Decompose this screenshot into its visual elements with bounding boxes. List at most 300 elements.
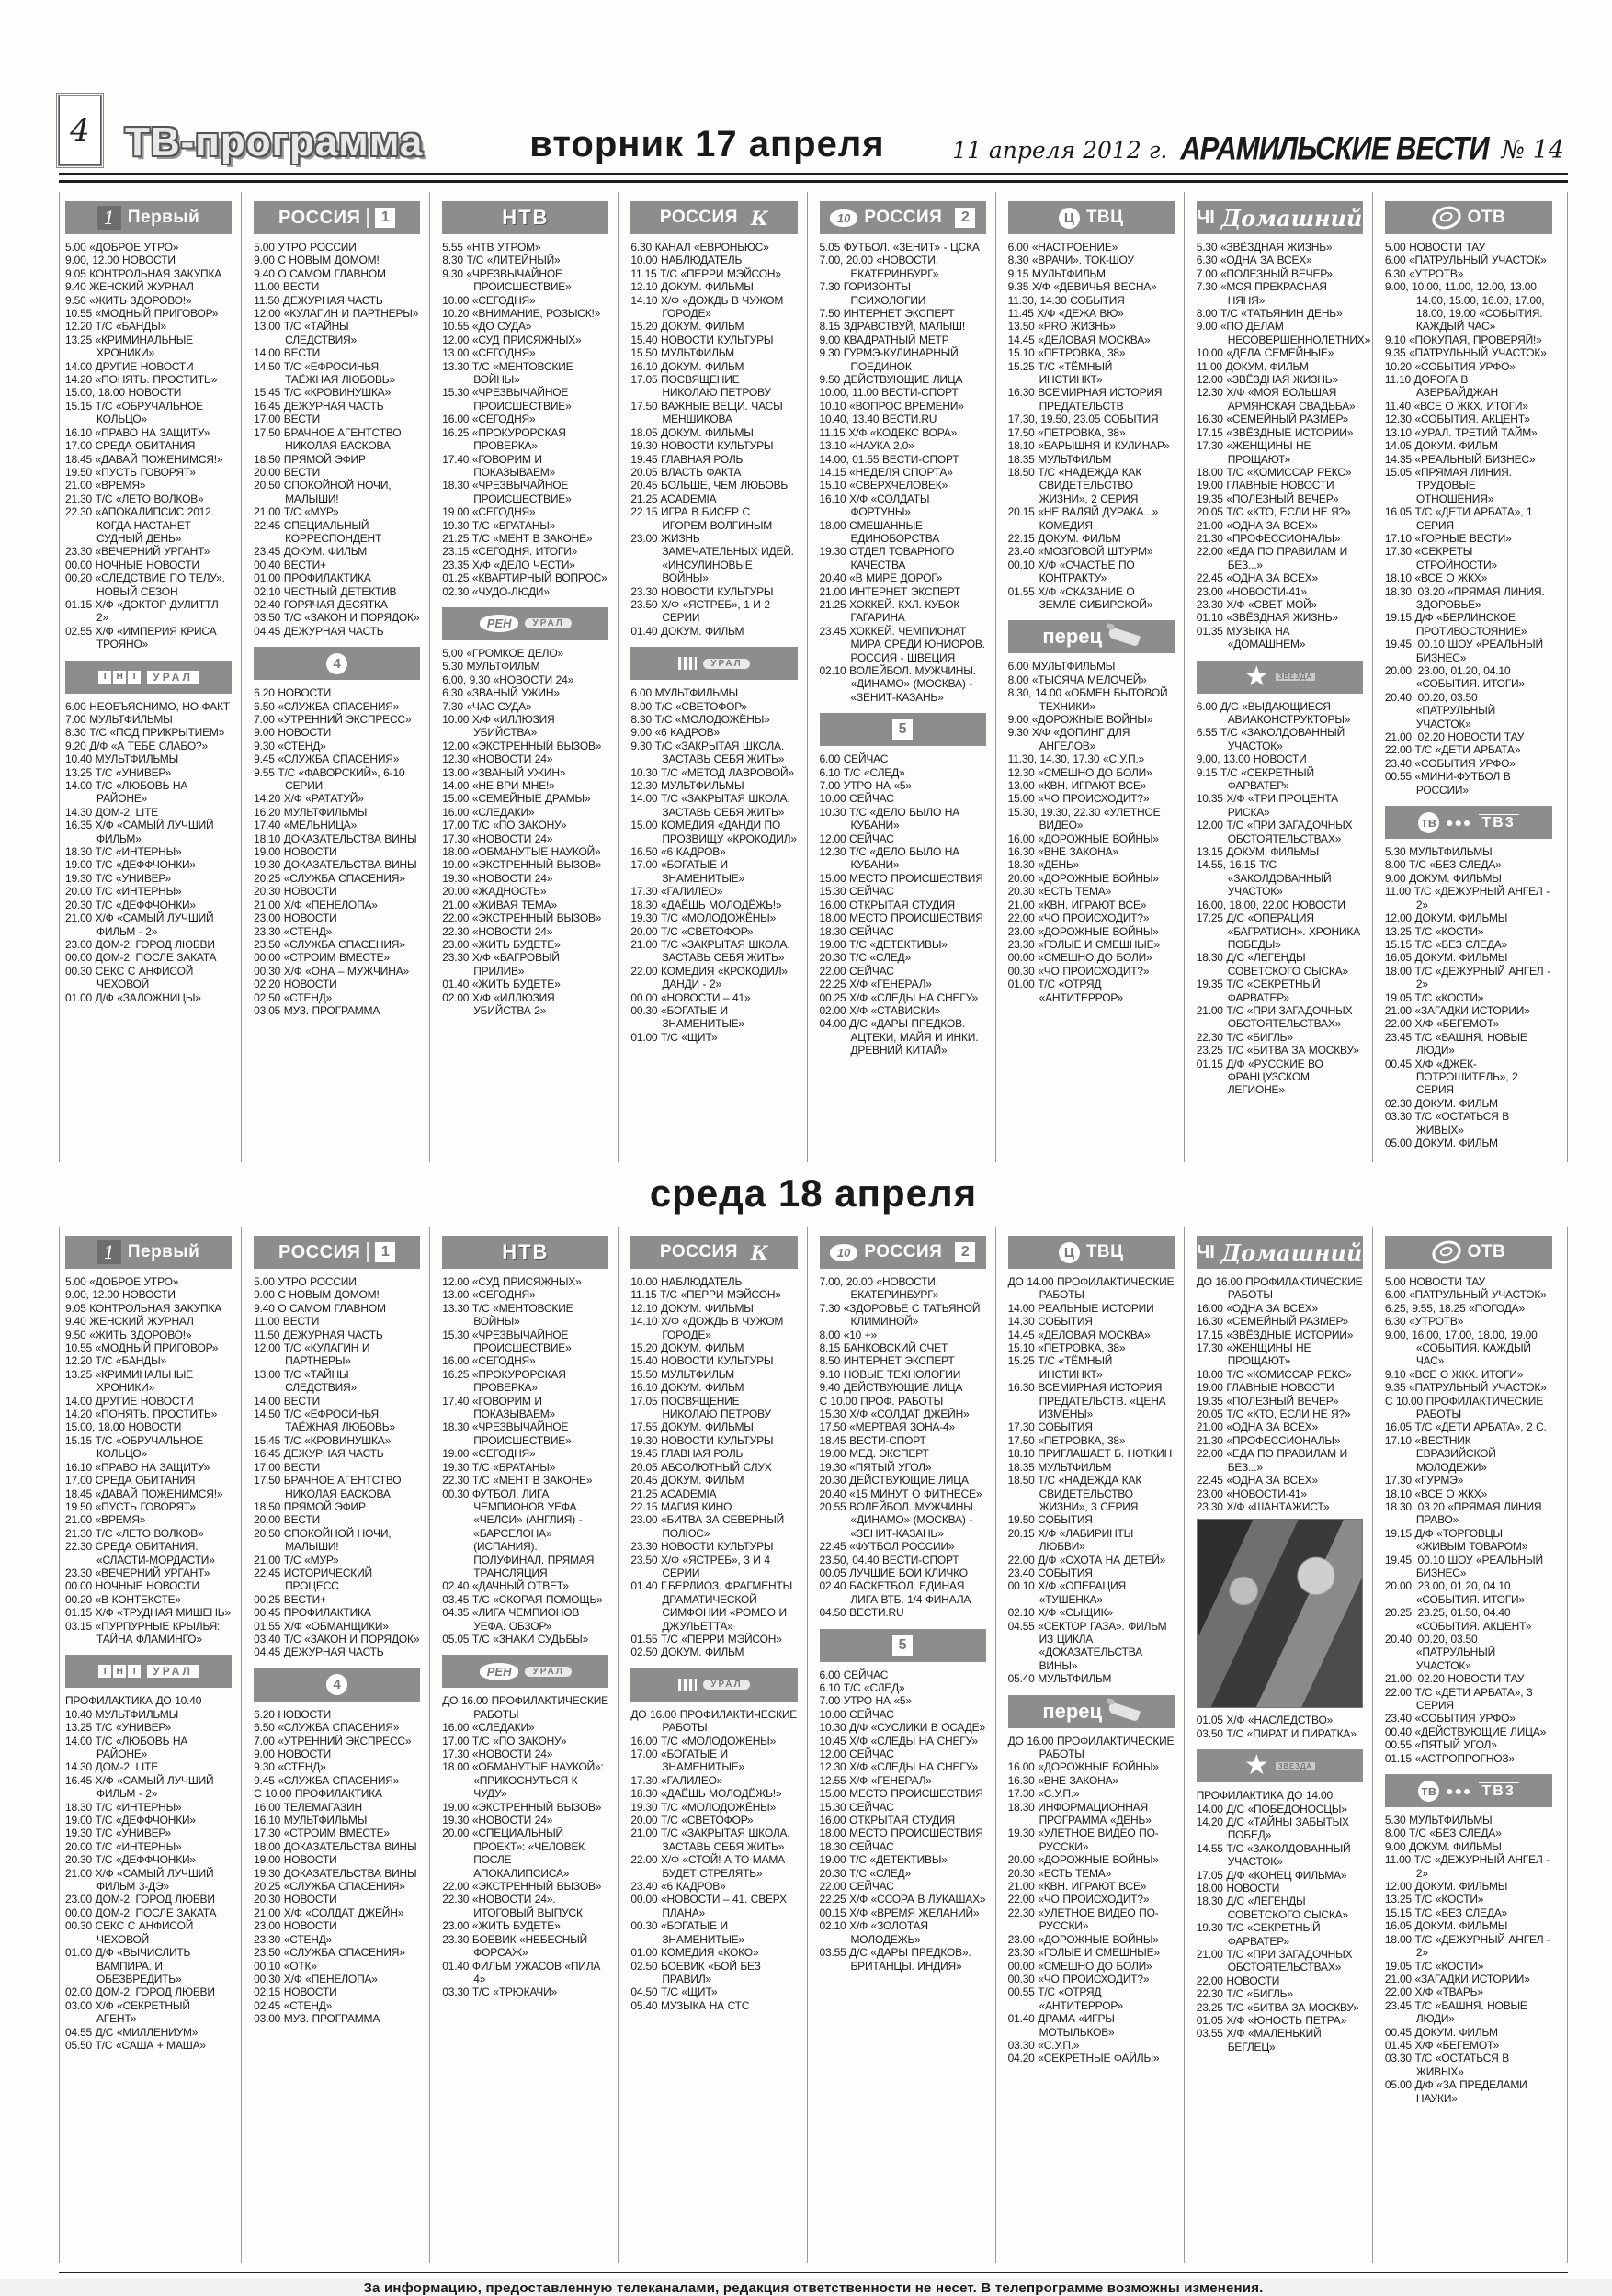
listing-line: 23.00 «БИТВА ЗА СЕВЕРНЫЙ ПОЛЮС» bbox=[630, 1513, 785, 1540]
listing-line: ДО 16.00 ПРОФИЛАКТИЧЕСКИЕ РАБОТЫ bbox=[442, 1694, 608, 1721]
listing-line: 20.00 Т/С «СВЕТОФОР» bbox=[630, 1814, 754, 1827]
listing-line: 16.35 Х/Ф «САМЫЙ ЛУЧШИЙ ФИЛЬМ» bbox=[65, 819, 214, 845]
listing-line: 23.25 Т/С «БИТВА ЗА МОСКВУ» bbox=[1196, 1044, 1359, 1058]
tv3-tv-icon: тв bbox=[1418, 1781, 1439, 1802]
listing-line: 23.40 «СОБЫТИЯ УРФО» bbox=[1384, 756, 1516, 770]
listing-line: 19.30 Т/С «СЕКРЕТНЫЙ ФАРВАТЕР» bbox=[1196, 1921, 1321, 1948]
listing-line: 00.25 ВЕСТИ+ bbox=[254, 1592, 326, 1606]
listing-line: 9.30 «СТЕНД» bbox=[254, 739, 326, 752]
listing-line: 02.30 «ЧУДО-ЛЮДИ» bbox=[442, 584, 550, 598]
listing-line: 16.10 Х/Ф «СОЛДАТЫ ФОРТУНЫ» bbox=[819, 492, 930, 519]
listing-line: 01.00 Т/С «ЩИТ» bbox=[630, 1030, 718, 1044]
listing-line: 21.00 Т/С «МУР» bbox=[254, 1553, 339, 1566]
listing-line: 20.00, 23.00, 01.20, 04.10 «СОБЫТИЯ. ИТОГИ» bbox=[1384, 664, 1525, 691]
listing-line: 7.30 «МОЯ ПРЕКРАСНАЯ НЯНЯ» bbox=[1196, 280, 1327, 307]
listing-line: 14.15 «НЕДЕЛЯ СПОРТА» bbox=[819, 465, 953, 479]
listing-line: 04.50 Т/С «ЩИТ» bbox=[630, 1985, 718, 1999]
listing-line: 12.20 Т/С «БАНДЫ» bbox=[65, 320, 167, 334]
listing-line: 04.55 Д/С «МИЛЛЕНИУМ» bbox=[65, 2025, 199, 2039]
listing-line: 17.05 ПОСВЯЩЕНИЕ НИКОЛАЮ ПЕТРОВУ bbox=[630, 373, 771, 400]
listing-line: 5.30 МУЛЬТФИЛЬМЫ bbox=[1384, 845, 1493, 859]
listing-line: 01.45 Х/Ф «БЕГЕМОТ» bbox=[1384, 2038, 1500, 2052]
listing-line: 16.45 Х/Ф «САМЫЙ ЛУЧШИЙ ФИЛЬМ - 2» bbox=[65, 1773, 214, 1801]
listing-line: 14.30 ДОМ-2. LITE bbox=[65, 1760, 159, 1774]
listing-line: 16.00 ТЕЛЕМАГАЗИН bbox=[254, 1800, 362, 1814]
listing-line: 00.45 ПРОФИЛАКТИКА bbox=[254, 1606, 371, 1620]
channel-name: УРАЛ bbox=[147, 1665, 199, 1678]
tnt-logo-icon: Т Н Т bbox=[98, 671, 141, 684]
listing-line: 00.00 «НОВОСТИ – 41» bbox=[630, 990, 751, 1004]
channel-name: ЗВЕЗДА bbox=[1276, 673, 1315, 681]
listing-line: 17.50 «МЕРТВАЯ ЗОНА-4» bbox=[819, 1420, 956, 1434]
listing-line: 13.00 «КВН. ИГРАЮТ ВСЕ» bbox=[1007, 779, 1147, 793]
listing-line: 15.25 Т/С «ТЁМНЫЙ ИНСТИНКТ» bbox=[1007, 1354, 1113, 1381]
listing-line: 23.30 «ГОЛЫЕ И СМЕШНЫЕ» bbox=[1007, 1946, 1160, 1960]
listing-line: 23.25 Т/С «БИТВА ЗА МОСКВУ» bbox=[1196, 2000, 1359, 2014]
channel-name: УРАЛ bbox=[703, 659, 749, 669]
listing-line: 9.40 ЖЕНСКИЙ ЖУРНАЛ bbox=[65, 280, 194, 294]
listing-line: 00.30 «ЧО ПРОИСХОДИТ?» bbox=[1007, 1972, 1150, 1985]
listing-line: 23.30 «СТЕНД» bbox=[254, 1932, 333, 1946]
listing-line: 19.00 Т/С «ДЕТЕКТИВЫ» bbox=[819, 1853, 948, 1867]
listing-line: 18.45 ВЕСТИ-СПОРТ bbox=[819, 1433, 926, 1447]
listing-line: 15.15 Т/С «БЕЗ СЛЕДА» bbox=[1384, 1906, 1508, 1919]
listing-line: 23.00 ДОМ-2. ГОРОД ЛЮБВИ bbox=[65, 1893, 215, 1906]
listing-line: 23.45 Т/С «БАШНЯ. НОВЫЕ ЛЮДИ» bbox=[1384, 1998, 1527, 2026]
listing-line: 16.45 ДЕЖУРНАЯ ЧАСТЬ bbox=[254, 399, 384, 413]
listing-line: 18.00 НОВОСТИ bbox=[1196, 1881, 1280, 1894]
listing-line: 15.10 «СВЕРХЧЕЛОВЕК» bbox=[819, 479, 948, 492]
ren-logo-icon: РЕН bbox=[480, 1663, 519, 1680]
listing-line: 14.00 Т/С «ЛЮБОВЬ НА РАЙОНЕ» bbox=[65, 779, 188, 806]
listing-line: 00.55 «ПЯТЫЙ УГОЛ» bbox=[1384, 1738, 1497, 1752]
listing-line: 18.45 «ДАВАЙ ПОЖЕНИМСЯ!» bbox=[65, 1487, 223, 1500]
listing-line: 02.40 «ДАЧНЫЙ ОТВЕТ» bbox=[442, 1579, 569, 1593]
listing-line: 9.50 «ЖИТЬ ЗДОРОВО!» bbox=[65, 1328, 192, 1341]
kanal5-logo-icon: 5 bbox=[892, 1635, 913, 1656]
listing-line: 22.00 Т/С «ДЕТИ АРБАТА» bbox=[1384, 743, 1521, 757]
listing-line: 18.30 СЕЙЧАС bbox=[819, 1839, 894, 1853]
listing-line: 17.30 «НОВОСТИ 24» bbox=[442, 1747, 553, 1760]
listing-line: 19.30 «НОВОСТИ 24» bbox=[442, 871, 553, 885]
listing-line: 22.00 «ЕДА ПО ПРАВИЛАМ И БЕЗ...» bbox=[1196, 545, 1348, 571]
listing-line: 18.00 СМЕШАННЫЕ ЕДИНОБОРСТВА bbox=[819, 518, 940, 545]
listing-line: 9.00 ДОКУМ. ФИЛЬМЫ bbox=[1384, 871, 1502, 885]
listing-line: 22.00 «ЧО ПРОИСХОДИТ?» bbox=[1007, 1893, 1150, 1906]
listing-line: 00.00 «НОВОСТИ – 41. СВЕРХ ПЛАНА» bbox=[630, 1893, 787, 1919]
listing-line: 05.00 ДОКУМ. ФИЛЬМ bbox=[1384, 1137, 1498, 1149]
listing-line: 5.00 УТРО РОССИИ bbox=[254, 1275, 357, 1288]
listing-line: 16.20 МУЛЬТФИЛЬМЫ bbox=[254, 805, 368, 819]
listing-line: 01.15 «АСТРОПРОГНОЗ» bbox=[1384, 1751, 1515, 1765]
listing-line: 17.50 БРАЧНОЕ АГЕНТСТВО НИКОЛАЯ БАСКОВА bbox=[254, 425, 402, 453]
listing-line: 11.30, 14.30, 17.30 «С.У.П.» bbox=[1007, 752, 1145, 766]
channel-header-domashniy bbox=[1197, 201, 1363, 234]
listing-line: 23.40 «МОЗГОВОЙ ШТУРМ» bbox=[1007, 545, 1153, 559]
channel-column bbox=[630, 192, 807, 1162]
listing-line: 9.40 О САМОМ ГЛАВНОМ bbox=[254, 1301, 386, 1315]
listing-line: 22.45 ИСТОРИЧЕСКИЙ ПРОЦЕСС bbox=[254, 1566, 372, 1593]
listing-line: 17.40 «ГОВОРИМ И ПОКАЗЫВАЕМ» bbox=[442, 1394, 556, 1421]
listing-line: 23.00 «ЖИТЬ БУДЕТЕ» bbox=[442, 937, 561, 951]
listing-line: 23.30 БОЕВИК «НЕБЕСНЫЙ ФОРСАЖ» bbox=[442, 1932, 588, 1960]
listing-line: 23.30 Х/Ф «БАГРОВЫЙ ПРИЛИВ» bbox=[442, 951, 560, 978]
listing-line: 18.10 ПРИГЛАШАЕТ Б. НОТКИН bbox=[1007, 1447, 1173, 1461]
listing-line: 02.30 ДОКУМ. ФИЛЬМ bbox=[1384, 1096, 1498, 1110]
listing-line: 18.30 Т/С «ИНТЕРНЫ» bbox=[65, 845, 182, 859]
listing-line: 5.00 «ГРОМКОЕ ДЕЛО» bbox=[442, 646, 563, 660]
listing-line: 16.30 «ВНЕ ЗАКОНА» bbox=[1007, 1773, 1118, 1787]
listing-line: 01.00 КОМЕДИЯ «КОКО» bbox=[630, 1946, 759, 1960]
listing-line: 10.00 НАБЛЮДАТЕЛЬ bbox=[630, 254, 743, 267]
listing-line: 19.00 НОВОСТИ bbox=[254, 845, 337, 859]
channel-column bbox=[820, 192, 996, 1162]
domashniy-41-logo-icon: ЧІ bbox=[1197, 207, 1215, 228]
listing-line: 9.00 «ПО ДЕЛАМ НЕСОВЕРШЕННОЛЕТНИХ» bbox=[1196, 320, 1371, 346]
listing-line: 03.00 МУЗ. ПРОГРАММА bbox=[254, 2012, 380, 2026]
listing-line: 9.30 «СТЕНД» bbox=[254, 1760, 326, 1774]
listing-line: 20.30 Т/С «СЛЕД» bbox=[819, 1866, 911, 1880]
listing-line: 14.00 Д/С «ПОБЕДОНОСЦЫ» bbox=[1196, 1802, 1347, 1815]
channel-column bbox=[820, 1227, 996, 2263]
listing-line: 11.00 Т/С «ДЕЖУРНЫЙ АНГЕЛ - 2» bbox=[1384, 885, 1550, 911]
listing-line: 22.30 «АПОКАЛИПСИС 2012. КОГДА НАСТАНЕТ СУДНЫЙ ДЕНЬ» bbox=[65, 505, 214, 545]
listing-line: 23.50 «СЛУЖБА СПАСЕНИЯ» bbox=[254, 1946, 405, 1960]
listing-line: 22.00 НОВОСТИ bbox=[1196, 1974, 1280, 1987]
listing-line: 18.30 «ДАЁШЬ МОЛОДЁЖЬ!» bbox=[630, 1787, 782, 1801]
listing-line: 10.40, 13.40 ВЕСТИ.RU bbox=[819, 413, 937, 426]
listing-line: 01.15 Х/Ф «ДОКТОР ДУЛИТТЛ 2» bbox=[65, 597, 219, 625]
channel-header-otv bbox=[1385, 201, 1552, 234]
listing-line: 12.00 «ЗВЁЗДНАЯ ЖИЗНЬ» bbox=[1196, 373, 1338, 387]
listing-line: 8.30 «ВРАЧИ». ТОК-ШОУ bbox=[1007, 254, 1134, 267]
listing-line: 17.00 «БОГАТЫЕ И ЗНАМЕНИТЫЕ» bbox=[630, 1747, 745, 1774]
listing-line: 9.00 НОВОСТИ bbox=[254, 726, 332, 740]
listing-line: 7.30 «ЗДОРОВЬЕ С ТАТЬЯНОЙ КЛИМИНОЙ» bbox=[819, 1301, 981, 1329]
listing-line: 16.00 «СЕГОДНЯ» bbox=[442, 1354, 536, 1368]
listing-line: 16.00 Т/С «МОЛОДОЖЁНЫ» bbox=[630, 1734, 777, 1747]
listing-line: 11.15 Т/С «ПЕРРИ МЭЙСОН» bbox=[630, 1288, 781, 1302]
listing-line: 10.00 «ДЕЛА СЕМЕЙНЫЕ» bbox=[1196, 346, 1334, 360]
listing-line: 16.00 «ДОРОЖНЫЕ ВОЙНЫ» bbox=[1007, 831, 1159, 845]
listing-line: 14.10 Х/Ф «ДОЖДЬ В ЧУЖОМ ГОРОДЕ» bbox=[630, 293, 784, 321]
channel-name: ТВ3 bbox=[1479, 814, 1519, 831]
ntv-logo-icon: НТВ bbox=[502, 206, 550, 229]
listing-line: 15.00 МЕСТО ПРОИСШЕСТВИЯ bbox=[819, 1787, 983, 1801]
listing-line: 22.00 СЕЙЧАС bbox=[819, 964, 894, 978]
listing-line: 00.30 «ЧО ПРОИСХОДИТ?» bbox=[1007, 964, 1150, 978]
listing-line: 16.05 Т/С «ДЕТИ АРБАТА», 1 СЕРИЯ bbox=[1384, 505, 1533, 532]
listing-line: 6.00, 9.30 «НОВОСТИ 24» bbox=[442, 673, 574, 686]
listing-line: 21.00 Х/Ф «САМЫЙ ЛУЧШИЙ ФИЛЬМ 3-ДЭ» bbox=[65, 1866, 214, 1894]
listing-line: 9.00 НОВОСТИ bbox=[254, 1747, 332, 1760]
listing-line: 16.30 ВСЕМИРНАЯ ИСТОРИЯ ПРЕДАТЕЛЬСТВ. «ЦЕНА ИЗМЕНЫ» bbox=[1007, 1381, 1166, 1421]
listing-line: 19.00 Т/С «ДЕТЕКТИВЫ» bbox=[819, 937, 948, 951]
listing-line: 6.30 «УТРОТВ» bbox=[1384, 266, 1464, 280]
listing-line: 15.05 «ПРЯМАЯ ЛИНИЯ. ТРУДОВЫЕ ОТНОШЕНИЯ» bbox=[1384, 465, 1512, 505]
listing-line: 16.30 «СЕМЕЙНЫЙ РАЗМЕР» bbox=[1196, 1315, 1349, 1329]
listing-line: 00.00 «СТРОИМ ВМЕСТЕ» bbox=[254, 951, 390, 965]
listing-line: 16.05 ДОКУМ. ФИЛЬМЫ bbox=[1384, 1919, 1508, 1933]
listing-line: 19.30 Т/С «МОЛОДОЖЁНЫ» bbox=[630, 1800, 777, 1814]
listing-line: 23.00 «ДОРОЖНЫЕ ВОЙНЫ» bbox=[1007, 924, 1159, 938]
channel-header-rossiya bbox=[254, 1236, 420, 1269]
listing-line: 20.05 ВЛАСТЬ ФАКТА bbox=[630, 465, 742, 479]
rossiya1-logo-icon: 1 bbox=[375, 208, 395, 228]
listing-line: 9.30 Х/Ф «ДОПИНГ ДЛЯ АНГЕЛОВ» bbox=[1007, 726, 1130, 752]
listing-line: 10.55 «МОДНЫЙ ПРИГОВОР» bbox=[65, 307, 219, 321]
listing-line: 18.00 ДОКАЗАТЕЛЬСТВА ВИНЫ bbox=[254, 1839, 417, 1853]
listing-line: 02.40 БАСКЕТБОЛ. ЕДИНАЯ ЛИГА ВТБ. 1/4 ФИНАЛА bbox=[819, 1579, 971, 1606]
listing-line: 20.00 «ЖАДНОСТЬ» bbox=[442, 885, 547, 899]
listing-line: 12.55 Х/Ф «ГЕНЕРАЛ» bbox=[819, 1773, 932, 1787]
listing-line: 02.00 ДОМ-2. ГОРОД ЛЮБВИ bbox=[65, 1985, 215, 1999]
listing-line: 19.45 ГЛАВНАЯ РОЛЬ bbox=[630, 1447, 744, 1461]
listing-line: 21.25 ХОККЕЙ. КХЛ. КУБОК ГАГАРИНА bbox=[819, 597, 960, 625]
listing-line: 22.00 «ЧО ПРОИСХОДИТ?» bbox=[1007, 911, 1150, 925]
listing-line: 7.00 «ПОЛЕЗНЫЙ ВЕЧЕР» bbox=[1196, 266, 1333, 280]
listing-line: 20.30 Т/С «ДЕФФЧОНКИ» bbox=[65, 898, 196, 911]
listing-line: С 10.00 ПРОФ. РАБОТЫ bbox=[819, 1394, 944, 1408]
listing-line: 15.20 ДОКУМ. ФИЛЬМ bbox=[630, 1341, 744, 1355]
listing-line: 9.30 ГУРМЭ-КУЛИНАРНЫЙ ПОЕДИНОК bbox=[819, 346, 959, 373]
listing-line: 6.20 НОВОСТИ bbox=[254, 1707, 332, 1721]
listing-line: 19.00 «СЕГОДНЯ» bbox=[442, 505, 536, 519]
listing-line: 14.45 «ДЕЛОВАЯ МОСКВА» bbox=[1007, 333, 1151, 346]
listing-line: 18.00 Т/С «ДЕЖУРНЫЙ АНГЕЛ - 2» bbox=[1384, 964, 1550, 991]
listing-line: 17.00 СРЕДА ОБИТАНИЯ bbox=[65, 1474, 196, 1487]
listing-line: 10.00 НАБЛЮДАТЕЛЬ bbox=[630, 1275, 743, 1288]
channel-name: РОССИЯ bbox=[659, 1242, 738, 1261]
footer-disclaimer: За информацию, предоставленную телеканалами, редакция ответственности не несет. В телепрограмме возможны изменения. bbox=[363, 2280, 1264, 2296]
listing-line: 17.30 «С.У.П.» bbox=[1007, 1787, 1080, 1801]
listing-line: 17.10 «ГОРНЫЕ ВЕСТИ» bbox=[1384, 531, 1512, 545]
listing-line: 00.30 СЕКС С АНФИСОЙ ЧЕХОВОЙ bbox=[65, 964, 194, 991]
listing-line: 14.30 ДОМ-2. LITE bbox=[65, 805, 159, 819]
listing-line: 01.05 Х/Ф «НАСЛЕДСТВО» bbox=[1196, 1714, 1334, 1727]
listing-line: 23.50 Х/Ф «ЯСТРЕБ», 3 И 4 СЕРИИ bbox=[630, 1553, 770, 1579]
channel-column bbox=[65, 1227, 242, 2263]
listing-line: 9.45 «СЛУЖБА СПАСЕНИЯ» bbox=[254, 752, 400, 766]
listing-line: 21.00 Т/С «ПРИ ЗАГАДОЧНЫХ ОБСТОЯТЕЛЬСТВАХ» bbox=[1196, 1948, 1353, 1974]
listing-line: 17.25 Д/С «ОПЕРАЦИЯ «БАГРАТИОН». ХРОНИКА ПОБЕДЫ» bbox=[1196, 911, 1360, 951]
listing-line: 03.45 Т/С «СКОРАЯ ПОМОЩЬ» bbox=[442, 1592, 603, 1606]
listing-line: 22.00 «ЭКСТРЕННЫЙ ВЫЗОВ» bbox=[442, 1880, 602, 1894]
listing-line: 20.00 «ДОРОЖНЫЕ ВОЙНЫ» bbox=[1007, 871, 1159, 885]
listing-line: 20.30 Т/С «ДЕФФЧОНКИ» bbox=[65, 1853, 196, 1867]
listing-line: 10.30 Д/Ф «СУСЛИКИ В ОСАДЕ» bbox=[819, 1721, 985, 1735]
listing-line: 18.10 «ВСЕ О ЖКХ» bbox=[1384, 1487, 1488, 1500]
listing-line: 20.05 Т/С «КТО, ЕСЛИ НЕ Я?» bbox=[1196, 1408, 1351, 1421]
channel-name: РОССИЯ bbox=[278, 1241, 361, 1262]
listing-line: 14.00, 01.55 ВЕСТИ-СПОРТ bbox=[819, 452, 959, 466]
listing-line: 04.20 «СЕКРЕТНЫЕ ФАЙЛЫ» bbox=[1007, 2052, 1160, 2065]
listing-line: 01.55 Х/Ф «СКАЗАНИЕ О ЗЕМЛЕ СИБИРСКОЙ» bbox=[1007, 584, 1153, 611]
listing-line: 7.00 УТРО НА «5» bbox=[819, 1694, 912, 1708]
listing-line: 17.30 «СТРОИМ ВМЕСТЕ» bbox=[254, 1827, 390, 1840]
listing-line: 20.30 НОВОСТИ bbox=[254, 1893, 337, 1906]
listing-line: 01.40 ФИЛЬМ УЖАСОВ «ПИЛА 4» bbox=[442, 1959, 601, 1985]
listing-line: 19.30 Т/С «МОЛОДОЖЁНЫ» bbox=[630, 911, 777, 925]
listing-line: 20.25, 23.25, 01.50, 04.40 «СОБЫТИЯ. АКЦЕНТ» bbox=[1384, 1606, 1532, 1633]
listing-line: 00.00 НОЧНЫЕ НОВОСТИ bbox=[65, 1579, 199, 1593]
listing-line: 5.30 МУЛЬТФИЛЬМЫ bbox=[1384, 1814, 1493, 1827]
listing-line: 17.55 ДОКУМ. ФИЛЬМЫ bbox=[630, 1420, 754, 1434]
listing-line: 16.30 ВСЕМИРНАЯ ИСТОРИЯ ПРЕДАТЕЛЬСТВ bbox=[1007, 386, 1163, 413]
listing-line: 18.00 «ОБМАНУТЫЕ НАУКОЙ» bbox=[442, 845, 601, 859]
rossiya2-logo-icon: 2 bbox=[955, 208, 975, 228]
listing-line: 01.40 Г.БЕРЛИОЗ. ФРАГМЕНТЫ ДРАМАТИЧЕСКОЙ СИМФОНИИ «РОМЕО И ДЖУЛЬЕТТА» bbox=[630, 1579, 793, 1633]
channel-header-ural bbox=[630, 1668, 797, 1702]
listing-line: 02.55 Х/Ф «ИМПЕРИЯ КРИСА ТРОЯНО» bbox=[65, 624, 217, 651]
channel-header-pervy bbox=[65, 201, 232, 234]
listing-line: 6.10 Т/С «СЛЕД» bbox=[819, 1680, 905, 1694]
listing-line: 22.45 СПЕЦИАЛЬНЫЙ КОРРЕСПОНДЕНТ bbox=[254, 518, 382, 545]
listing-line: 01.00 Д/Ф «ЗАЛОЖНИЦЫ» bbox=[65, 990, 201, 1004]
listing-line: 13.25 Т/С «КОСТИ» bbox=[1384, 924, 1484, 938]
listing-line: 18.30 Д/С «ЛЕГЕНДЫ СОВЕТСКОГО СЫСКА» bbox=[1196, 951, 1348, 978]
listing-line: 8.00 Т/С «БЕЗ СЛЕДА» bbox=[1384, 1827, 1502, 1840]
listing-line: 8.50 ИНТЕРНЕТ ЭКСПЕРТ bbox=[819, 1354, 955, 1368]
listing-line: 6.00 «ПАТРУЛЬНЫЙ УЧАСТОК» bbox=[1384, 254, 1547, 267]
listing-line: 22.00 Д/Ф «ОХОТА НА ДЕТЕЙ» bbox=[1007, 1553, 1166, 1566]
listing-line: 15.30 Х/Ф «СОЛДАТ ДЖЕЙН» bbox=[819, 1408, 970, 1421]
listing-line: 14.00 Т/С «ЗАКРЫТАЯ ШКОЛА. ЗАСТАВЬ СЕБЯ ЖИТЬ» bbox=[630, 792, 790, 819]
listing-line: 10.00 «СЕГОДНЯ» bbox=[442, 293, 536, 307]
listing-line: 11.00 ВЕСТИ bbox=[254, 1315, 320, 1329]
listing-line: 18.30, 03.20 «ПРЯМАЯ ЛИНИЯ. ПРАВО» bbox=[1384, 1499, 1545, 1527]
listing-line: 6.55 Т/С «ЗАКОЛДОВАННЫЙ УЧАСТОК» bbox=[1196, 726, 1345, 752]
rossiya2-logo-icon: 2 bbox=[955, 1242, 975, 1262]
listing-line: 02.00 Х/Ф «ИЛЛЮЗИЯ УБИЙСТВА 2» bbox=[442, 990, 555, 1017]
listing-line: 17.40 «ГОВОРИМ И ПОКАЗЫВАЕМ» bbox=[442, 452, 556, 479]
channel-name: ТВЦ bbox=[1085, 208, 1124, 227]
listing-line: 10.10 «ВОПРОС ВРЕМЕНИ» bbox=[819, 399, 964, 413]
listing-line: 03.40 Т/С «ЗАКОН И ПОРЯДОК» bbox=[254, 1632, 420, 1646]
channel-header-rossiya bbox=[254, 201, 420, 234]
listing-line: 9.00, 13.00 НОВОСТИ bbox=[1196, 752, 1307, 766]
listing-line: 14.55, 16.15 Т/С «ЗАКОЛДОВАННЫЙ УЧАСТОК» bbox=[1196, 858, 1332, 899]
listing-line: 15.40 НОВОСТИ КУЛЬТУРЫ bbox=[630, 1354, 774, 1368]
zvezda-star-icon: ★ bbox=[1243, 1750, 1269, 1781]
listing-line: 12.00 ДОКУМ. ФИЛЬМЫ bbox=[1384, 911, 1508, 925]
channel-name: УРАЛ bbox=[525, 618, 571, 628]
listing-line: 22.45 «ФУТБОЛ РОССИИ» bbox=[819, 1540, 955, 1554]
channel-name: Первый bbox=[127, 1242, 200, 1261]
channel-header-ren bbox=[442, 607, 608, 640]
listing-line: 19.00 ГЛАВНЫЕ НОВОСТИ bbox=[1196, 1381, 1334, 1395]
listing-line: 18.35 МУЛЬТФИЛЬМ bbox=[1007, 452, 1112, 466]
listing-line: 16.05 ДОКУМ. ФИЛЬМЫ bbox=[1384, 951, 1508, 965]
listing-line: 20.00 Т/С «ИНТЕРНЫ» bbox=[65, 1839, 182, 1853]
listing-line: 9.00, 10.00, 11.00, 12.00, 13.00, 14.00, 15.00, 16.00, 17.00, 18.00, 19.00 «СОБЫТИЯ. КАЖДЫЙ ЧАС» bbox=[1384, 280, 1545, 334]
page-number: 4 bbox=[59, 96, 101, 165]
listing-line: 20.05 Т/С «КТО, ЕСЛИ НЕ Я?» bbox=[1196, 505, 1351, 519]
listing-line: 9.00, 12.00 НОВОСТИ bbox=[65, 1288, 176, 1302]
listing-line: 20.25 «СЛУЖБА СПАСЕНИЯ» bbox=[254, 1880, 405, 1894]
listing-line: 9.00 ДОКУМ. ФИЛЬМЫ bbox=[1384, 1839, 1502, 1853]
listing-line: 00.40 «ДЕЙСТВУЮЩИЕ ЛИЦА» bbox=[1384, 1725, 1547, 1738]
listing-line: 16.25 «ПРОКУРОРСКАЯ ПРОВЕРКА» bbox=[442, 1367, 566, 1395]
listing-line: 15.50 МУЛЬТФИЛЬМ bbox=[630, 1367, 734, 1381]
listing-line: 5.30 «ЗВЁЗДНАЯ ЖИЗНЬ» bbox=[1196, 241, 1333, 254]
listing-line: 02.10 Х/Ф «ЗОЛОТАЯ МОЛОДЕЖЬ» bbox=[819, 1919, 928, 1946]
listing-line: 21.30 Т/С «ЛЕТО ВОЛКОВ» bbox=[65, 1526, 204, 1540]
channel-name: Домашний bbox=[1220, 204, 1363, 232]
listing-line: 00.30 «БОГАТЫЕ И ЗНАМЕНИТЫЕ» bbox=[630, 1919, 745, 1946]
listing-line: 19.30 ДОКАЗАТЕЛЬСТВА ВИНЫ bbox=[254, 1866, 417, 1880]
listing-line: 21.00 «КВН. ИГРАЮТ ВСЕ» bbox=[1007, 898, 1147, 911]
listing-line: 17.15 «ЗВЁЗДНЫЕ ИСТОРИИ» bbox=[1196, 1328, 1354, 1341]
channel-column bbox=[442, 1227, 619, 2263]
listing-line: 19.50 «ПУСТЬ ГОВОРЯТ» bbox=[65, 465, 196, 479]
listing-line: 7.00 «УТРЕННИЙ ЭКСПРЕСС» bbox=[254, 713, 412, 726]
listing-line: 8.00 «ТЫСЯЧА МЕЛОЧЕЙ» bbox=[1007, 673, 1147, 686]
rossiyak-logo-icon: К bbox=[750, 206, 768, 230]
listing-line: 14.30 СОБЫТИЯ bbox=[1007, 1315, 1093, 1329]
listing-line: 19.45, 00.10 ШОУ «РЕАЛЬНЫЙ БИЗНЕС» bbox=[1384, 1553, 1543, 1579]
channel-column bbox=[442, 192, 619, 1162]
listing-line: 16.30 «ВНЕ ЗАКОНА» bbox=[1007, 845, 1118, 859]
listing-line: 14.00 ДРУГИЕ НОВОСТИ bbox=[65, 1394, 194, 1408]
listing-line: 14.20 «ПОНЯТЬ. ПРОСТИТЬ» bbox=[65, 1408, 218, 1421]
listing-line: 13.25 «КРИМИНАЛЬНЫЕ ХРОНИКИ» bbox=[65, 1367, 193, 1395]
listing-line: 10.35 Х/Ф «ТРИ ПРОЦЕНТА РИСКА» bbox=[1196, 792, 1338, 819]
listing-line: 20.30 Т/С «СЛЕД» bbox=[819, 951, 911, 965]
listing-line: 10.45 Х/Ф «СЛЕДЫ НА СНЕГУ» bbox=[819, 1734, 978, 1747]
listing-line: 04.00 Д/С «ДАРЫ ПРЕДКОВ. АЦТЕКИ, МАЙЯ И ИНКИ. ДРЕВНИЙ КИТАЙ» bbox=[819, 1017, 979, 1058]
listing-line: 13.30 Т/С «МЕНТОВСКИЕ ВОЙНЫ» bbox=[442, 1301, 573, 1329]
listing-line: 01.00 ПРОФИЛАКТИКА bbox=[254, 571, 371, 585]
listing-line: 00.00 «СМЕШНО ДО БОЛИ» bbox=[1007, 1959, 1152, 1973]
listing-line: 15.30 «ЧРЕЗВЫЧАЙНОЕ ПРОИСШЕСТВИЕ» bbox=[442, 1328, 572, 1355]
channel-header-rossiya2 bbox=[820, 201, 986, 234]
listing-line: 16.50 «6 КАДРОВ» bbox=[630, 845, 726, 859]
listing-line: 00.10 «ОТК» bbox=[254, 1959, 317, 1973]
channel-header-ntv bbox=[442, 201, 608, 234]
listing-line: 13.00 «СЕГОДНЯ» bbox=[442, 1288, 536, 1302]
listing-line: 17.00 ВЕСТИ bbox=[254, 413, 321, 426]
listing-line: 6.50 «СЛУЖБА СПАСЕНИЯ» bbox=[254, 1721, 400, 1735]
channel-column bbox=[254, 1227, 430, 2263]
listing-line: 9.50 ДЕЙСТВУЮЩИЕ ЛИЦА bbox=[819, 373, 963, 387]
listing-line: 20.25 «СЛУЖБА СПАСЕНИЯ» bbox=[254, 871, 405, 885]
listing-line: С 10.00 ПРОФИЛАКТИКА bbox=[254, 1787, 382, 1801]
listing-line: 19.30 «НОВОСТИ 24» bbox=[442, 1814, 553, 1827]
listing-line: 18.30 Т/С «ИНТЕРНЫ» bbox=[65, 1800, 182, 1814]
channel-column bbox=[1385, 192, 1561, 1162]
listing-line: 22.30 «УЛЕТНОЕ ВИДЕО ПО-РУССКИ» bbox=[1007, 1906, 1159, 1933]
listing-line: 20.15 Х/Ф «ЛАБИРИНТЫ ЛЮБВИ» bbox=[1007, 1526, 1134, 1554]
listing-line: 7.00 «УТРЕННИЙ ЭКСПРЕСС» bbox=[254, 1734, 412, 1747]
channel-header-tnt bbox=[65, 1655, 232, 1688]
listing-line: 01.55 Х/Ф «ОБМАНЩИКИ» bbox=[254, 1619, 389, 1633]
channel-header-otv bbox=[1385, 1236, 1552, 1269]
listing-line: 02.10 Х/Ф «СЫЩИК» bbox=[1007, 1606, 1113, 1620]
listing-line: 23.30 Х/Ф «ШАНТАЖИСТ» bbox=[1196, 1499, 1330, 1513]
listing-line: 9.00 С НОВЫМ ДОМОМ! bbox=[254, 1288, 380, 1302]
listing-line: 8.30, 14.00 «ОБМЕН БЫТОВОЙ ТЕХНИКИ» bbox=[1007, 686, 1168, 713]
listing-line: 00.15 Х/Ф «ВРЕМЯ ЖЕЛАНИЙ» bbox=[819, 1906, 980, 1919]
listing-line: 9.00 «ДОРОЖНЫЕ ВОЙНЫ» bbox=[1007, 713, 1153, 726]
pervy-logo-icon: 1 bbox=[97, 206, 121, 230]
listing-line: 22.25 Х/Ф «ГЕНЕРАЛ» bbox=[819, 978, 932, 991]
channel-header-tnt bbox=[65, 661, 232, 694]
listing-line: 14.50 Т/С «ЕФРОСИНЬЯ. ТАЁЖНАЯ ЛЮБОВЬ» bbox=[254, 359, 395, 387]
listing-line: 12.30 МУЛЬТФИЛЬМЫ bbox=[630, 779, 744, 793]
listing-line: 00.45 ДОКУМ. ФИЛЬМ bbox=[1384, 2025, 1498, 2039]
listing-line: 16.00 ОТКРЫТАЯ СТУДИЯ bbox=[819, 898, 955, 911]
